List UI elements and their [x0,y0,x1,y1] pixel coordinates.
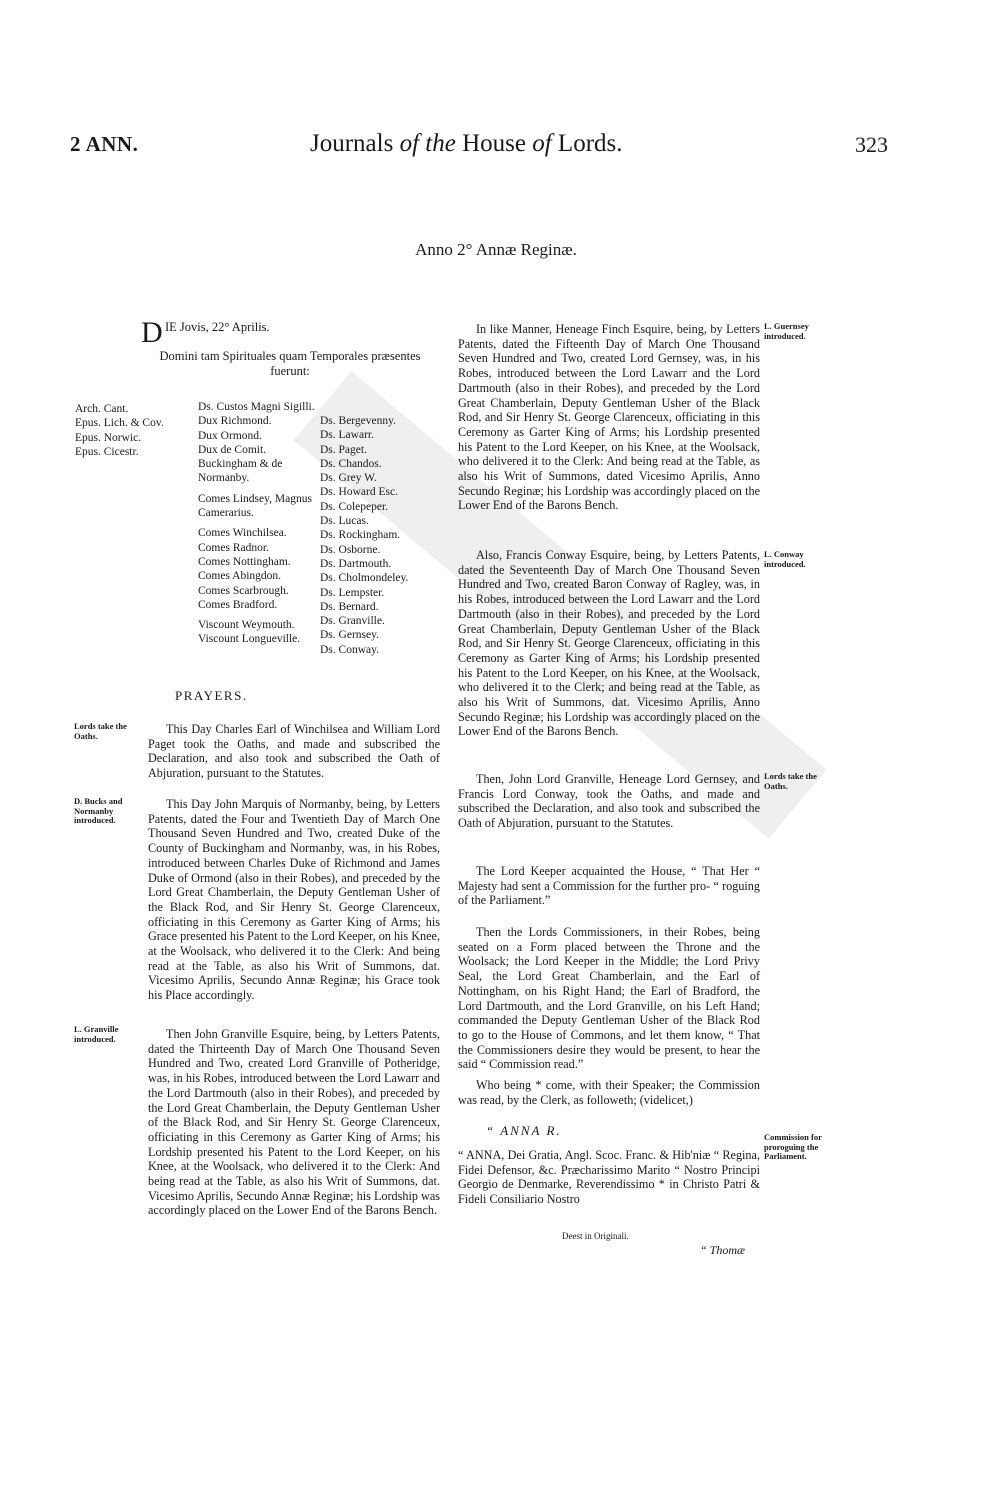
list-item: Epus. Cicestr. [75,445,139,458]
sitting-date: IE Jovis, 22° Aprilis. [165,320,270,334]
footnote: Deest in Originali. [562,1231,629,1241]
prayers-heading: PRAYERS. [175,688,248,703]
paragraph: Then the Lords Commissioners, in their Robes, being seated on a Form placed between the Throne and the Woolsack; the Lord Keeper in the Middle; the Lord Privy Seal, the Lord Great Chamberlain, and the Earl of Nottingham, on his Right Hand; the Earl of Bradford, the Lord Dartmouth, and the Lord Granville, on his Left Hand; commanded the Deputy Gentleman Usher of the Black Rod to go to the House of Commons, and let them know, “ That the Commissioners desire they would be present, to hear the said “ Commission read.” [458,925,760,1072]
list-item: Comes Lindsey, Magnus Camerarius. [198,492,312,520]
list-item: Ds. Osborne. [320,543,381,556]
list-item: Dux Ormond. [198,429,262,442]
list-item: Ds. Paget. [320,443,367,456]
list-item: Ds. Granville. [320,615,385,628]
paragraph: “ ANNA, Dei Gratia, Angl. Scoc. Franc. & Hib'niæ “ Regina, Fidei Defensor, &c. Præcharissimo Marito “ Nostro Principi Georgio de Denmarke, Reverendissimo * in Christo Patri & Fideli Consiliario Nostro [458,1148,760,1207]
list-item: Viscount Longueville. [198,633,301,646]
list-item: Ds. Rockingham. [320,529,401,542]
list-item: Comes Abingdon. [198,570,282,583]
attendance-heading: Domini tam Spirituales quam Temporales præsentes fuerunt: [159,349,421,378]
margin-note: Commission for proroguing the Parliament. [764,1132,822,1161]
list-item: Dux Richmond. [198,415,272,428]
list-item: Viscount Weymouth. [198,619,295,632]
paragraph: This Day John Marquis of Normanby, being, by Letters Patents, dated the Four and Twentieth Day of March One Thousand Seven Hundred and Two, created Duke of the County of Buckingham and Normanby, was, in his Robes, introduced between Charles Duke of Richmond and James Duke of Ormond (also in their Robes), and preceded by the Lord Great Chamberlain, the Deputy Gentleman Usher of the Black Rod, and Sir Henry St. George Clarenceux, officiating in this Ceremony as Garter King of Arms; his Grace presented his Patent to the Lord Keeper, on his Knee, at the Woolsack, who delivered it to the Clerk: And being read at the Table, as also his Writ of Summons, dat. Vicesimo Aprilis, Secundo Annæ Reginæ; his Grace took his Place accordingly. [148,797,440,1003]
margin-note: Lords take the Oaths. [74,721,127,741]
margin-note: D. Bucks and Normanby introduced. [74,796,123,825]
list-item: Comes Nottingham. [198,555,291,568]
list-item: Ds. Lawarr. [320,429,374,442]
list-item: Comes Radnor. [198,541,269,554]
page-number: 323 [855,132,888,157]
lords-spiritual-list [75,402,164,459]
list-item: Comes Scarbrough. [198,584,289,597]
running-head-session: 2 ANN. [70,132,139,156]
paragraph: Who being * come, with their Speaker; the Commission was read, by the Clerk, as followeth; (videlicet,) [458,1078,760,1107]
list-item: Ds. Colepeper. [320,500,389,513]
paragraph: Then John Granville Esquire, being, by Letters Patents, dated the Thirteenth Day of March One Thousand Seven Hundred and Two, created Lord Granville of Potheridge, was, in his Robes, introduced between the Lord Lawarr and the Lord Dartmouth (also in their Robes), and preceded by the Lord Great Chamberlain, the Deputy Gentleman Usher of the Black Rod, and Sir Henry St. George Clarenceux, officiating in this Ceremony as Garter King of Arms; his Lordship presented his Patent to the Lord Keeper, on his Knee, at the Woolsack, who delivered it to the Clerk: And being read at the Table, as also his Writ of Summons, dat. Vicesimo Aprilis, Secundo Annæ Reginæ; his Lordship was accordingly placed on the Lower End of the Barons Bench. [148,1027,440,1218]
list-item: Ds. Howard Esc. [320,486,398,499]
list-item: Comes Bradford. [198,598,278,611]
list-item: Ds. Custos Magni Sigilli. [198,401,315,413]
running-head-title: Journals of the House of Lords. [310,130,623,157]
list-item: Ds. Lempster. [320,586,385,599]
list-item: Ds. Dartmouth. [320,557,392,570]
paragraph: Also, Francis Conway Esquire, being, by Letters Patents, dated the Seventeenth Day of March One Thousand Seven Hundred and Two, created Baron Conway of Ragley, was, in his Robes, introduced between the Lord Lawarr and the Lord Dartmouth (also in their Robes), and preceded by the Lord Great Chamberlain, Deputy Gentleman Usher of the Black Rod, and Sir Henry St. George Clarenceux, officiating in this Ceremony as Garter King of Arms; his Lordship presented his Patent to the Lord Keeper, on his Knee, at the Woolsack, who delivered it to the Clerk; and being read at the Table, as also his Writ of Summons, dat. Vicesimo Aprilis, Anno Secundo Reginæ; his Lordship was accordingly placed on the Lower End of the Barons Bench. [458,548,760,739]
paragraph: The Lord Keeper acquainted the House, “ That Her “ Majesty had sent a Commission for the further pro- “ roguing of the Parliament.” [458,864,760,908]
margin-note: L. Conway introduced. [764,549,806,569]
list-item: Epus. Norwic. [75,431,142,444]
list-item: Dux de Comit. Buckingham & de Normanby. [198,443,283,485]
commission-heading: “ ANNA R. [486,1123,562,1138]
catchword: “ Thomæ [700,1243,746,1257]
list-item: Ds. Lucas. [320,515,369,528]
list-item: Ds. Bergevenny. [320,415,397,427]
barons-list [320,414,408,657]
list-item: Ds. Gernsey. [320,629,379,642]
drop-cap: D [141,316,163,349]
list-item: Ds. Conway. [320,643,379,656]
list-item: Epus. Lich. & Cov. [75,417,164,430]
list-item: Comes Winchilsea. [198,527,287,540]
paragraph: In like Manner, Heneage Finch Esquire, being, by Letters Patents, dated the Fifteenth Day of March One Thousand Seven Hundred and Two, created Lord Gernsey, was, in his Robes, introduced between the Lord Lawarr and the Lord Dartmouth (also in their Robes), and preceded by the Lord Great Chamberlain, Deputy Gentleman Usher of the Black Rod, and Sir Henry St. George Clarenceux, officiating in this Ceremony as Garter King of Arms; his Lordship presented his Patent to the Lord Keeper, on his Knee, at the Woolsack, who delivered it to the Clerk: And being read at the Table, as also his Writ of Summons, dated Vicesimo Aprilis, Anno Secundo Reginæ; his Lordship was accordingly placed on the Lower End of the Barons Bench. [458,322,760,513]
margin-note: L. Granville introduced. [74,1024,119,1044]
regnal-year-heading: Anno 2° Annæ Reginæ. [415,240,577,259]
list-item: Ds. Grey W. [320,472,377,485]
lords-temporal-list [198,400,323,647]
margin-note: L. Guernsey introduced. [764,321,809,341]
list-item: Ds. Chandos. [320,457,382,470]
list-item: Arch. Cant. [75,403,129,415]
paragraph: Then, John Lord Granville, Heneage Lord Gernsey, and Francis Lord Conway, took the Oaths, and made and subscribed the Declaration, and also took and subscribed the Oath of Abjuration, pursuant to the Statutes. [458,772,760,831]
list-item: Ds. Cholmondeley. [320,572,409,585]
list-item: Ds. Bernard. [320,600,379,613]
margin-note: Lords take the Oaths. [764,771,817,791]
paragraph: This Day Charles Earl of Winchilsea and William Lord Paget took the Oaths, and made and subscribed the Declaration, and also took and subscribed the Oath of Abjuration, pursuant to the Statutes. [148,722,440,781]
